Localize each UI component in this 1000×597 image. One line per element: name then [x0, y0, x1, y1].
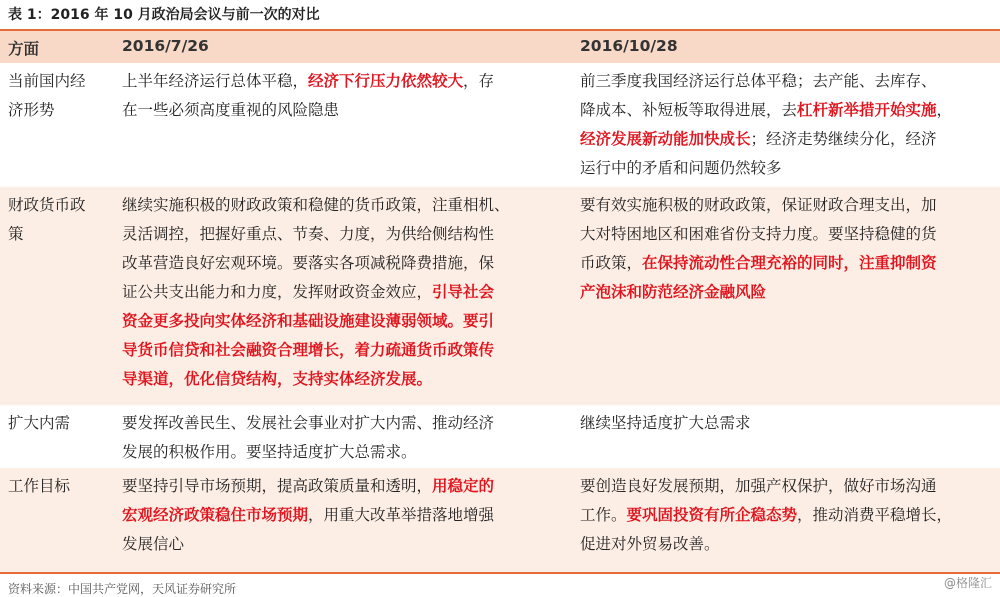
cell-line: [122, 307, 562, 336]
cell-line: [580, 530, 992, 559]
highlighted-text: 经济发展新动能加快成长: [580, 130, 751, 148]
cell-line: [580, 501, 992, 530]
row-october-text: [580, 67, 992, 183]
highlighted-text: 宏观经济政策稳住市场预期: [122, 506, 309, 524]
table-row: [0, 405, 1000, 468]
cell-text: ，存: [463, 72, 495, 90]
header-date-july: 2016/7/26: [122, 37, 209, 55]
row-aspect: [8, 472, 104, 501]
table-bottom-rule: [0, 572, 1000, 574]
highlighted-text: 导渠道，优化信贷结构，支持实体经济发展。: [122, 370, 433, 388]
source-note: 资料来源：中国共产党网，天风证券研究所: [8, 582, 237, 596]
highlighted-text: 引导社会: [432, 283, 495, 301]
cell-line: [122, 438, 562, 467]
cell-text: 促进对外贸易改善。: [580, 535, 720, 553]
cell-text: 改革营造良好宏观环境。要落实各项减税降费措施，保: [122, 254, 495, 272]
cell-text: 前三季度我国经济运行总体平稳；去产能、去库存、: [580, 72, 937, 90]
cell-text: 灵活调控，把握好重点、节奏、力度，为供给侧结构性: [122, 225, 495, 243]
highlighted-text: 在保持流动性合理充裕的同时，注重抑制资: [642, 254, 937, 272]
row-october-text: [580, 191, 992, 307]
table-row: [0, 63, 1000, 187]
cell-text: 要有效实施积极的财政政策，保证财政合理支出，加: [580, 196, 937, 214]
cell-line: [580, 220, 992, 249]
header-aspect: 方面: [8, 40, 40, 58]
cell-text: 上半年经济运行总体平稳，: [122, 72, 309, 90]
row-july-text: [122, 191, 562, 394]
table-header-row: [0, 31, 1000, 63]
table-row: [0, 468, 1000, 572]
table-caption: 表 1：2016 年 10 月政治局会议与前一次的对比: [8, 7, 320, 23]
cell-line: [122, 365, 562, 394]
cell-text: 继续实施积极的财政政策和稳健的货币政策，注重相机、: [122, 196, 510, 214]
cell-line: [122, 472, 562, 501]
highlighted-text: 导货币信贷和社会融资合理增长，着力疏通货币政策传: [122, 341, 495, 359]
highlighted-text: 用稳定的: [432, 477, 495, 495]
table-row: [0, 187, 1000, 405]
cell-text: 要发挥改善民生、发展社会事业对扩大内需、推动经济: [122, 414, 495, 432]
cell-line: [122, 220, 562, 249]
header-date-october: 2016/10/28: [580, 37, 678, 55]
row-aspect: [8, 191, 104, 249]
cell-text: 降成本、补短板等取得进展，去: [580, 101, 798, 119]
cell-text: 要创造良好发展预期，加强产权保护，做好市场沟通: [580, 477, 937, 495]
cell-line: [122, 336, 562, 365]
cell-text: 运行中的矛盾和问题仍然较多: [580, 159, 782, 177]
cell-text: ；经济走势继续分化，经济: [750, 130, 937, 148]
highlighted-text: 要巩固投资有所企稳态势: [626, 506, 798, 524]
aspect-line: 扩大内需: [8, 414, 71, 432]
highlighted-text: 杠杆新举措开始实施: [797, 101, 937, 119]
cell-line: [122, 96, 562, 125]
cell-text: ，用重大改革举措落地增强: [308, 506, 495, 524]
cell-text: ，推动消费平稳增长，: [797, 506, 953, 524]
cell-line: [580, 249, 992, 278]
cell-line: [122, 501, 562, 530]
cell-line: [580, 96, 992, 125]
highlighted-text: 产泡沫和防范经济金融风险: [580, 283, 767, 301]
cell-line: [122, 530, 562, 559]
aspect-line: 财政货币政: [8, 196, 86, 214]
cell-text: 继续坚持适度扩大总需求: [580, 414, 751, 432]
cell-line: [122, 249, 562, 278]
cell-text: 证公共支出能力和力度，发挥财政资金效应，: [122, 283, 433, 301]
cell-line: [580, 472, 992, 501]
row-july-text: [122, 67, 562, 125]
aspect-line: 当前国内经: [8, 72, 86, 90]
cell-line: [580, 67, 992, 96]
row-october-text: [580, 472, 992, 559]
cell-text: 工作。: [580, 506, 627, 524]
cell-text: ，: [936, 101, 953, 119]
cell-line: [122, 191, 562, 220]
highlighted-text: 经济下行压力依然较大: [308, 72, 464, 90]
aspect-line: 策: [8, 225, 24, 243]
cell-text: 币政策，: [580, 254, 643, 272]
cell-line: [122, 67, 562, 96]
row-july-text: [122, 472, 562, 559]
cell-line: [122, 278, 562, 307]
cell-line: [580, 125, 992, 154]
cell-line: [122, 409, 562, 438]
cell-line: [580, 154, 992, 183]
row-october-text: [580, 409, 992, 438]
aspect-line: 济形势: [8, 101, 55, 119]
row-aspect: [8, 409, 104, 438]
cell-text: 发展的积极作用。要坚持适度扩大总需求。: [122, 443, 417, 461]
row-july-text: [122, 409, 562, 467]
cell-text: 发展信心: [122, 535, 185, 553]
cell-text: 大对特困地区和困难省份支持力度。要坚持稳健的货: [580, 225, 937, 243]
cell-text: 要坚持引导市场预期，提高政策质量和透明，: [122, 477, 433, 495]
cell-line: [580, 278, 992, 307]
cell-text: 在一些必须高度重视的风险隐患: [122, 101, 340, 119]
watermark-logo: @格隆汇: [943, 576, 992, 590]
cell-line: [580, 191, 992, 220]
row-aspect: [8, 67, 104, 125]
highlighted-text: 资金更多投向实体经济和基础设施建设薄弱领域。要引: [122, 312, 495, 330]
cell-line: [580, 409, 992, 438]
aspect-line: 工作目标: [8, 477, 71, 495]
